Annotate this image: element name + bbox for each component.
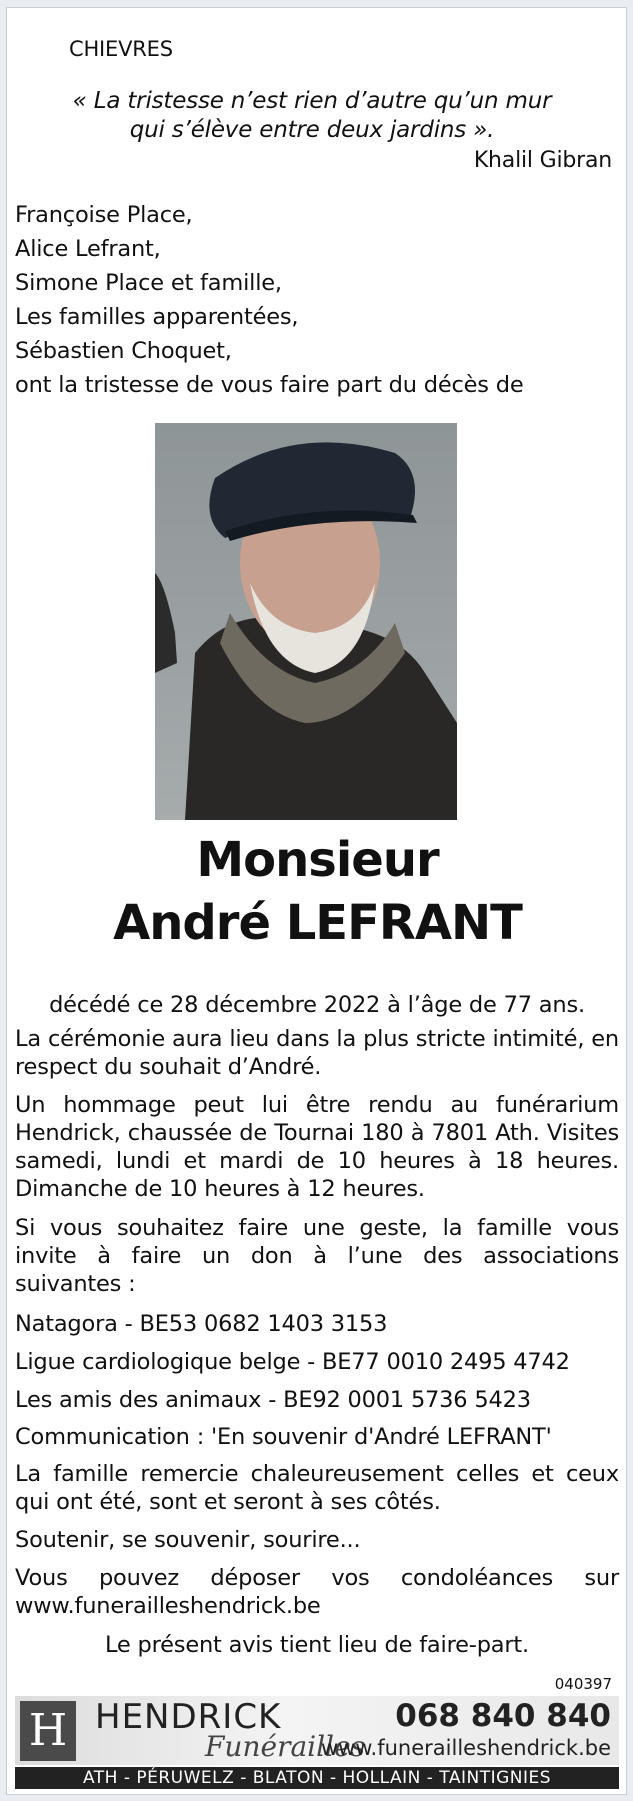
portrait-photo — [155, 423, 457, 820]
phone-number: 068 840 840 — [395, 1698, 611, 1734]
place-name: CHIEVRES — [69, 37, 173, 61]
family-member: Sébastien Choquet, — [15, 338, 232, 364]
ceremony-text: La cérémonie aura lieu dans la plus stricte intimité, en respect du souhait d’André. — [15, 1026, 619, 1080]
funeral-home-banner — [15, 1696, 619, 1788]
motto-text: Soutenir, se souvenir, sourire... — [15, 1527, 361, 1553]
quote-author: Khalil Gibran — [473, 148, 612, 173]
family-member: Les familles apparentées, — [15, 304, 299, 330]
brand-name: HENDRICK — [95, 1697, 282, 1737]
deceased-title: Monsieur — [196, 832, 439, 888]
association-ligue: Ligue cardiologique belge - BE77 0010 2495 4742 — [15, 1349, 570, 1375]
communication-text: Communication : 'En souvenir d'André LEFRANT' — [15, 1424, 552, 1450]
website-link[interactable]: www.funerailleshendrick.be — [320, 1736, 611, 1760]
donation-text: Si vous souhaitez faire une geste, la famille vous invite à faire un don à l’une des associations suivantes : — [15, 1215, 619, 1297]
family-member: Françoise Place, — [15, 202, 193, 228]
family-member: Simone Place et famille, — [15, 270, 282, 296]
thanks-text: La famille remercie chaleureusement celles et ceux qui ont été, sont et seront à ses côtés. — [15, 1461, 619, 1515]
quote-line-1: « La tristesse n’est rien d’autre qu’un mur — [72, 88, 552, 114]
reference-number: 040397 — [554, 1675, 612, 1693]
announcement-line: ont la tristesse de vous faire part du décès de — [15, 372, 524, 398]
cities-band: ATH - PÉRUWELZ - BLATON - HOLLAIN - TAINTIGNIES — [15, 1767, 619, 1789]
notice-text: Le présent avis tient lieu de faire-part. — [104, 1632, 529, 1658]
association-natagora: Natagora - BE53 0682 1403 3153 — [15, 1311, 388, 1337]
family-member: Alice Lefrant, — [15, 236, 161, 262]
hendrick-logo: H — [20, 1701, 76, 1761]
portrait-image — [155, 423, 457, 820]
condolences-text: Vous pouvez déposer vos condoléances sur www.funerailleshendrick.be — [15, 1565, 619, 1619]
quote-line-2: qui s’élève entre deux jardins ». — [129, 117, 495, 143]
deceased-name: André LEFRANT — [113, 895, 522, 951]
hommage-text: Un hommage peut lui être rendu au funérarium Hendrick, chaussée de Tournai 180 à 7801 Ath. Visites samedi, lundi et mardi de 10 heures à 18 heures. Dimanche de 10 heures à 12 heures. — [15, 1092, 619, 1202]
obituary-card — [6, 7, 627, 1795]
association-amis-animaux: Les amis des animaux - BE92 0001 5736 5423 — [15, 1387, 531, 1413]
brand-subtitle: Funérailles — [205, 1730, 365, 1763]
death-date-text: décédé ce 28 décembre 2022 à l’âge de 77 ans. — [49, 992, 585, 1018]
banner-band — [15, 1696, 619, 1765]
